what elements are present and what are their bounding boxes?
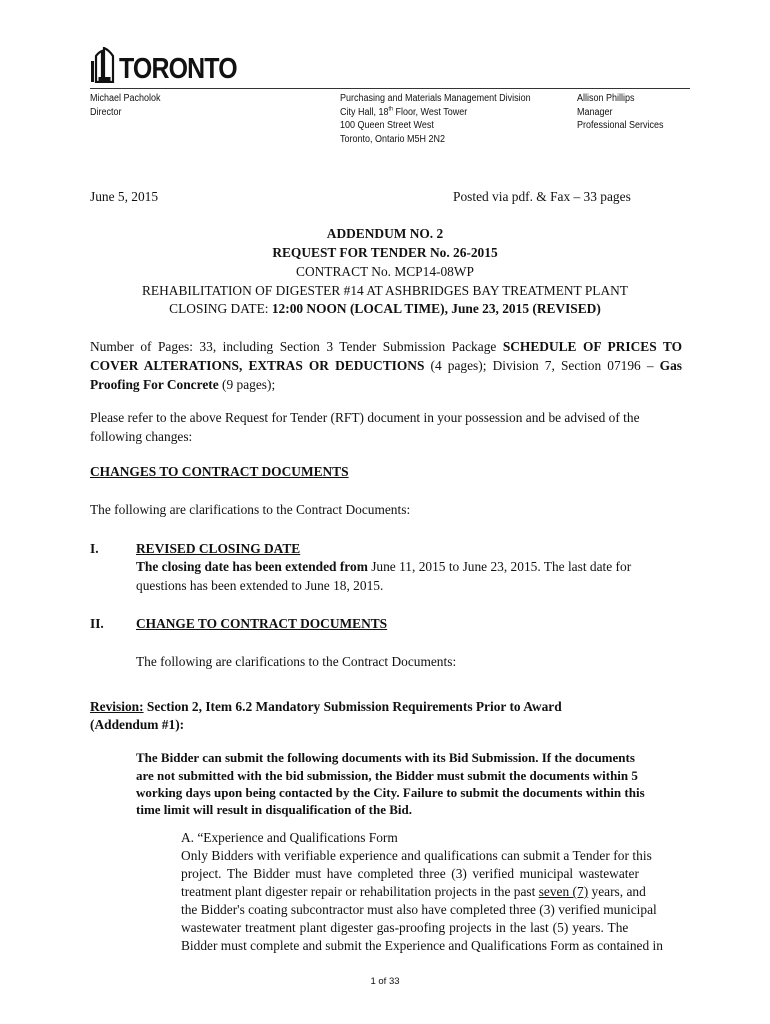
- bidder-line-1: The Bidder can submit the following documents with its Bid Submission. If the documents: [136, 750, 635, 765]
- manager-name: Allison Phillips: [577, 93, 635, 104]
- division-address-block: [340, 92, 531, 146]
- city-of-toronto-logo: [90, 47, 256, 83]
- item-a-heading: A. “Experience and Qualifications Form: [181, 830, 398, 845]
- revision-line-1: Revision: Section 2, Item 6.2 Mandatory Submission Requirements Prior to Award: [90, 699, 562, 714]
- manager-title: Manager: [577, 106, 613, 118]
- addendum-title: ADDENDUM NO. 2: [326, 226, 444, 241]
- manager-block: [577, 92, 664, 133]
- bidder-line-3: working days upon being contacted by the City. Failure to submit the documents within this: [136, 785, 645, 800]
- division-name: Purchasing and Materials Management Division: [340, 93, 531, 104]
- address-line-2: 100 Queen Street West: [340, 120, 434, 131]
- city-hall-icon: [90, 47, 116, 83]
- section-1-heading: REVISED CLOSING DATE: [136, 541, 301, 556]
- section-1-number: I.: [90, 541, 99, 556]
- director-block: [90, 92, 161, 119]
- director-name: Michael Pacholok: [90, 93, 161, 104]
- section-2-heading: CHANGE TO CONTRACT DOCUMENTS: [136, 616, 388, 631]
- changes-heading: CHANGES TO CONTRACT DOCUMENTS: [90, 464, 349, 479]
- intro-paragraph: Please refer to the above Request for Tender (RFT) document in your possession and be advised of the following changes:: [90, 410, 640, 444]
- bidder-line-2: are not submitted with the bid submission, the Bidder must submit the documents within 5: [136, 768, 638, 783]
- item-a-line-5: wastewater treatment plant digester gas-proofing projects in the last (5) years. The: [181, 920, 629, 935]
- header-divider: [90, 88, 690, 89]
- project-name: REHABILITATION OF DIGESTER #14 AT ASHBRIDGES BAY TREATMENT PLANT: [142, 283, 628, 298]
- bidder-line-4: time limit will result in disqualification of the Bid.: [136, 802, 413, 817]
- pages-paragraph: Number of Pages: 33, including Section 3 Tender Submission Package SCHEDULE OF PRICES TO COVER ALTERATIONS, EXTRAS OR DEDUCTIONS (4 pages); Division 7, Section 07196 – Gas Proofing For Concrete (9 pages);: [90, 339, 682, 392]
- item-a-line-2: project. The Bidder must have completed three (3) verified municipal wastewater: [181, 866, 639, 881]
- clarifications-text: The following are clarifications to the Contract Documents:: [90, 502, 411, 517]
- section-1-line-2: questions has been extended to June 18, 2015.: [136, 578, 384, 593]
- contract-number: CONTRACT No. MCP14-08WP: [296, 264, 474, 279]
- posted-note: Posted via pdf. & Fax – 33 pages: [453, 189, 631, 204]
- rft-number: REQUEST FOR TENDER No. 26-2015: [272, 245, 498, 260]
- item-a-line-6: Bidder must complete and submit the Experience and Qualifications Form as contained in: [181, 938, 663, 953]
- item-a-line-3: treatment plant digester repair or rehabilitation projects in the past seven (7) years, and: [181, 884, 646, 899]
- item-a-line-1: Only Bidders with verifiable experience and qualifications can submit a Tender for this: [181, 848, 652, 863]
- page-number: 1 of 33: [370, 976, 400, 987]
- item-a-line-4: the Bidder's coating subcontractor must also have completed three (3) verified municipal: [181, 902, 657, 917]
- section-2-number: II.: [90, 616, 104, 631]
- section-1-line-1: The closing date has been extended from June 11, 2015 to June 23, 2015. The last date for: [136, 559, 632, 574]
- letter-date: June 5, 2015: [90, 189, 159, 204]
- director-title: Director: [90, 106, 122, 118]
- section-2-text: The following are clarifications to the Contract Documents:: [136, 654, 457, 669]
- closing-date: CLOSING DATE: 12:00 NOON (LOCAL TIME), June 23, 2015 (REVISED): [169, 301, 601, 316]
- manager-department: Professional Services: [577, 120, 664, 131]
- revision-line-2: (Addendum #1):: [90, 717, 185, 732]
- address-line-1: City Hall, 18th Floor, West Tower: [340, 106, 468, 118]
- address-line-3: Toronto, Ontario M5H 2N2: [340, 133, 446, 145]
- logo-wordmark: TORONTO: [119, 53, 237, 85]
